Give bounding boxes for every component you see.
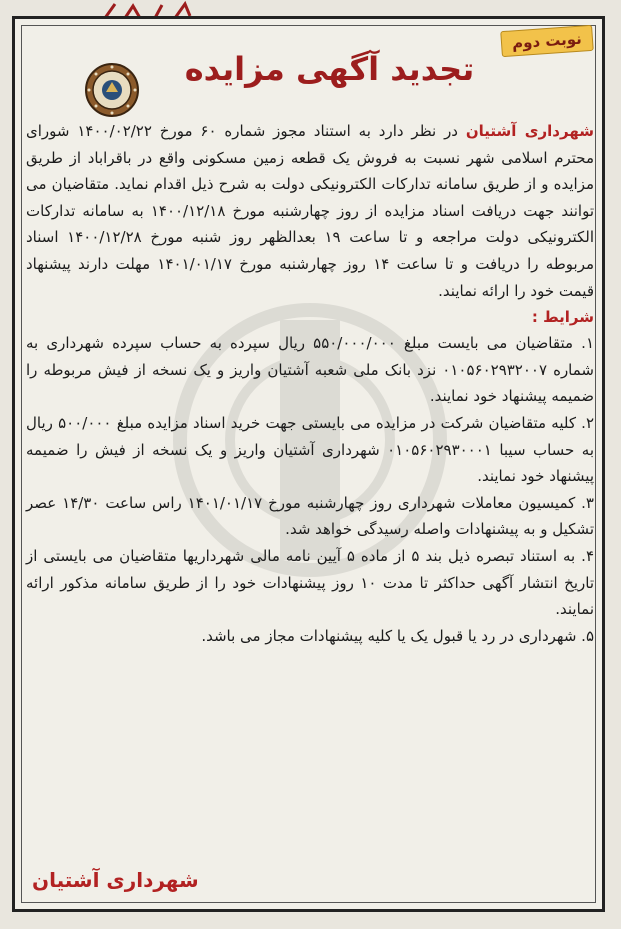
conditions-title: شرایط :: [531, 308, 594, 327]
condition-item: ۴. به استناد تبصره ذیل بند ۵ از ماده ۵ آیین نامه مالی شهرداریها متقاضیان می بایستی از تاریخ انتشار آگهی حداکثر تا مدت ۱۰ روز پیشنهادات خود را از طریق سامانه مذکور ارائه نمایند.: [26, 546, 595, 619]
condition-item: ۵. شهرداری در رد یا قبول یک یا کلیه پیشنهادات مجاز می باشد.: [201, 626, 594, 645]
condition-item: ۲. کلیه متقاضیان شرکت در مزایده می بایستی جهت خرید اسناد مزایده مبلغ ۵۰۰/۰۰۰ ریال به حساب سیبا ۰۱۰۵۶۰۲۹۳۰۰۰۱ شهرداری آشتیان واریز و یک نسخه از فیش را ضمیمه پیشنهاد خود نمایند.: [26, 413, 595, 486]
notice-header: [22, 22, 597, 112]
condition-item: ۳. کمیسیون معاملات شهرداری روز چهارشنبه مورخ ۱۴۰۱/۰۱/۱۷ راس ساعت ۱۴/۳۰ عصر تشکیل و به پیشنهادات واصله رسیدگی خواهد شد.: [26, 493, 594, 539]
condition-item: ۱. متقاضیان می بایست مبلغ ۵۵۰/۰۰۰/۰۰۰ ریال سپرده به حساب سپرده شهرداری به شماره ۰۱۰۵۶۰۲۹۳۲۰۰۷ نزد بانک ملی شعبه آشتیان واریز و یک نسخه از فیش مربوطه را ضمیمه پیشنهاد خود نمایند.: [26, 334, 594, 406]
intro-paragraph: [26, 118, 594, 304]
signature: شهرداری آشتیان: [32, 868, 199, 892]
notice-title: تجدید آگهی مزایده: [184, 50, 475, 88]
notice-body: [26, 118, 594, 649]
round-badge: نوبت دوم: [500, 25, 593, 57]
org-name: شهرداری آشتیان: [465, 122, 594, 140]
municipality-seal-icon: [84, 62, 140, 118]
intro-text: در نظر دارد به استناد مجوز شماره ۶۰ مورخ ۱۴۰۰/۰۲/۲۲ شورای محترم اسلامی شهر نسبت به فروش یک قطعه زمین مسکونی واقع در باقراباد از طریق مزایده و از طریق سامانه تدارکات الکترونیکی دولت به شرح ذیل اقدام نماید. متقاضیان می توانند جهت دریافت اسناد مزایده از روز چهارشنبه مورخ ۱۴۰۰/۱۲/۱۸ به سامانه تدارکات الکترونیکی دولت مراجعه و تا ساعت ۱۹ بعدالظهر روز شنبه مورخ ۱۴۰۰/۱۲/۲۸ اسناد مربوطه را دریافت و تا ساعت ۱۴ روز چهارشنبه مورخ ۱۴۰۱/۰۱/۱۷ مهلت دارند پیشنهاد قیمت خود را ارائه نمایند.: [26, 122, 595, 300]
